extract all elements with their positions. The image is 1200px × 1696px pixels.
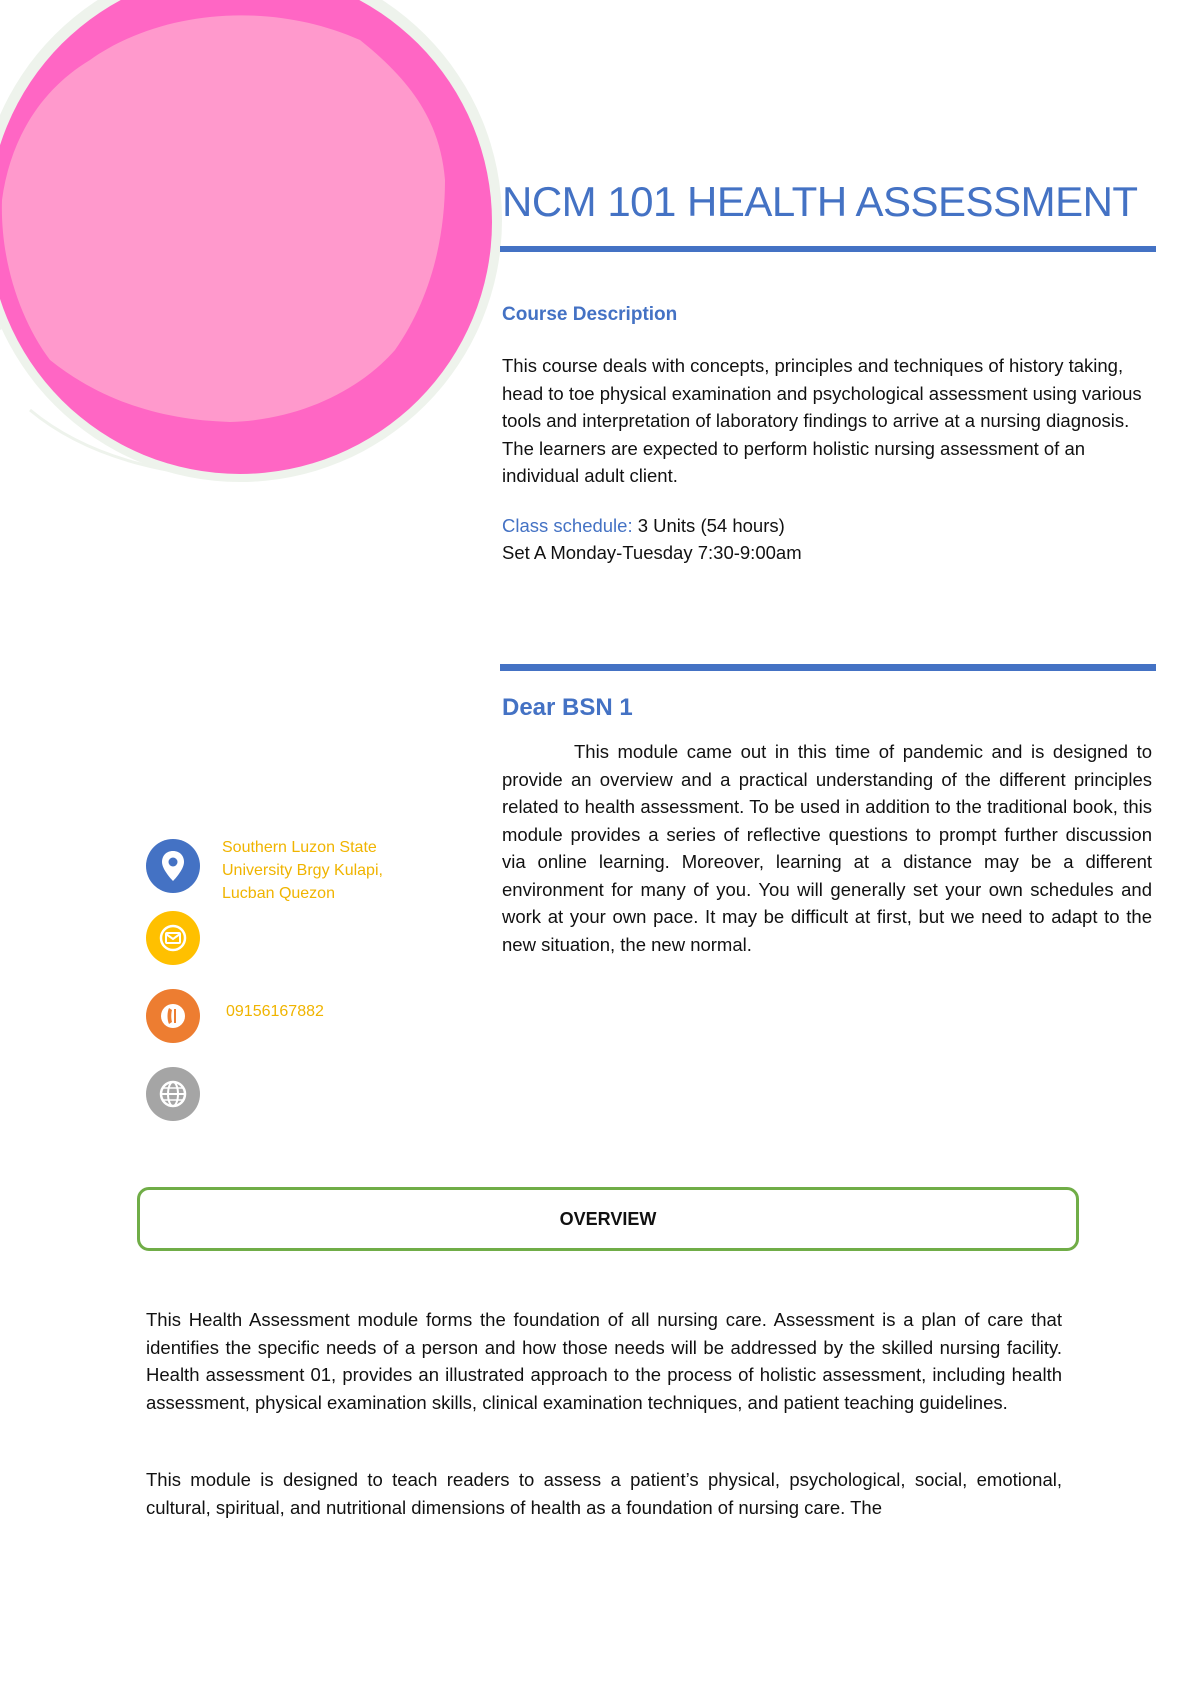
location-pin-icon xyxy=(145,838,201,894)
class-schedule xyxy=(502,512,802,566)
letter-greeting: Dear BSN 1 xyxy=(502,694,633,721)
course-description-text: This course deals with concepts, principles and techniques of history taking, head to toe physical examination and psychological assessment using various tools and interpretation of laboratory findings to arrive at a nursing diagnosis. The learners are expected to perform holistic nursing assessment of an individual adult client. xyxy=(502,355,1142,486)
overview-paragraph: This module is designed to teach readers to assess a patient’s physical, psychological, social, emotional, cultural, spiritual, and nutritional dimensions of health as a foundation of nursing care. The xyxy=(146,1469,1062,1518)
class-schedule-line xyxy=(502,512,802,539)
address xyxy=(222,836,383,905)
overview-label: OVERVIEW xyxy=(559,1208,657,1229)
page-title: NCM 101 HEALTH ASSESSMENT xyxy=(502,178,1138,225)
course-description-heading: Course Description xyxy=(502,304,678,325)
set-schedule-line: Set A Monday-Tuesday 7:30-9:00am xyxy=(502,542,802,563)
address-line: Lucban Quezon xyxy=(222,885,335,902)
overview-paragraph: This Health Assessment module forms the foundation of all nursing care. Assessment is a plan of care that identifies the specific needs of a person and how those needs will be addressed by the skilled nursing facility. Health assessment 01, provides an illustrated approach to the process of holistic assessment, including health assessment, physical examination skills, clinical examination techniques, and patient teaching guidelines. xyxy=(146,1309,1062,1413)
class-schedule-label: Class schedule: xyxy=(502,515,633,536)
email-icon xyxy=(145,910,201,966)
decorative-pink-circle xyxy=(0,0,580,540)
letter-body xyxy=(502,738,1152,958)
decorative-circle-graphic xyxy=(0,0,580,540)
title-divider xyxy=(500,246,1156,252)
phone-icon xyxy=(145,988,201,1044)
letter-divider xyxy=(500,664,1156,671)
address-line: University Brgy Kulapi, xyxy=(222,862,383,879)
address-line: Southern Luzon State xyxy=(222,839,377,856)
class-schedule-value: 3 Units (54 hours) xyxy=(632,515,785,536)
letter-body-text: This module came out in this time of pandemic and is designed to provide an overview and a practical understanding of the different principles related to health assessment. To be used in addition to the traditional book, this module provides a series of reflective questions to prompt further discussion via online learning. Moreover, learning at a distance may be a different environment for many of you. You will generally set your own schedules and work at your own pace. It may be difficult at first, but we need to adapt to the new situation, the new normal. xyxy=(502,741,1152,955)
phone-number: 09156167882 xyxy=(226,1003,324,1020)
website-icon xyxy=(145,1066,201,1122)
overview-banner xyxy=(137,1187,1079,1251)
